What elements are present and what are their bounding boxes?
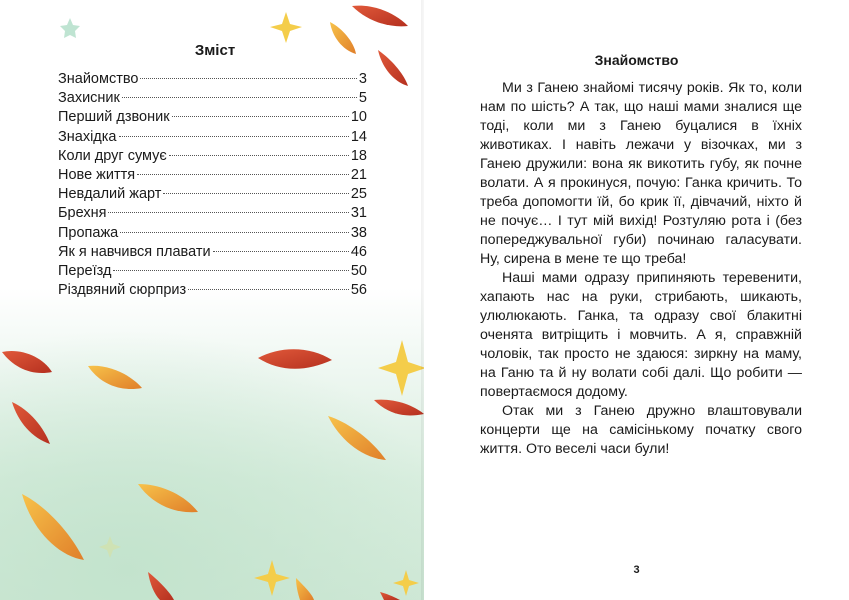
toc-entry-page: 46 [350,243,367,260]
toc-entry-name: Знахідка [58,128,117,145]
toc-leader-dots [120,232,349,233]
star-icon [393,570,419,596]
star-icon [254,560,290,596]
toc-entry[interactable] [58,204,367,223]
toc-entry-name: Переїзд [58,262,112,279]
toc-entry[interactable] [58,89,367,108]
toc-entry-page: 10 [350,109,367,126]
toc-entry-name: Перший дзвоник [58,109,170,126]
toc-entry-name: Як я навчився плавати [58,243,211,260]
toc-leader-dots [169,155,349,156]
leaf-icon [2,351,52,373]
left-page [0,0,424,600]
toc-leader-dots [137,174,349,175]
toc-leader-dots [163,193,348,194]
toc-leader-dots [172,116,349,117]
toc-entry[interactable] [58,128,367,147]
leaf-icon [88,366,142,389]
chapter-title: Знайомство [594,52,679,68]
star-icon [378,340,424,396]
toc-leader-dots [108,212,348,213]
toc-entry-page: 50 [350,262,367,279]
toc-entry-page: 3 [358,71,367,87]
toc-entry[interactable] [58,166,367,185]
toc-entry-page: 31 [350,205,367,222]
paragraph: Ми з Ганею знайомі тисячу років. Як то, коли нам по шість? А так, що наші мами зналися ще тоді, коли ми з Ганею буцалися в їхніх животиках. І навіть лежачи у візочках, ми з Ганею дружили: вона як викотить губу, як почне волати. А я прокинуся, почую: Ганка кричить. То треба допомогти їй, бо крик її, дівчачий, ніхто й не почує… І тут мій вихід! Розтуляю рота і (без попереджувальної губи) починаю галасувати. Ну, сирена в мене те що треба! [480,80,802,267]
right-page [424,0,849,600]
toc-entry-page: 18 [350,147,367,164]
paragraph: Отак ми з Ганею дружно влаштовували концерти ще на самісінькому початку свого життя. Ото веселі часи були! [480,403,802,457]
toc-entry-page: 14 [350,128,367,145]
paragraph: Наші мами одразу припиняють теревенити, хапають нас на руки, стрибають, шикають, улюлюкають. Ганка, та одразу свої блакитні оченята витріщить і мовчить. А я, справжній чоловік, так просто не здаюся: зиркну на маму, на Ганю та й ну волати собі далі. Що робити — повертаємося додому. [480,270,802,400]
toc-entry[interactable] [58,108,367,127]
toc-entry-page: 56 [350,282,367,299]
toc-entry-name: Захисник [58,90,120,107]
toc-leader-dots [213,251,349,252]
toc-title: Зміст [194,42,236,59]
toc-entry-name: Різдвяний сюрприз [58,282,187,299]
toc-entry-page: 21 [350,166,367,183]
toc-entry[interactable] [58,185,367,204]
star-icon [60,18,80,38]
toc-entry-name: Невдалий жарт [58,186,162,203]
toc-list [58,70,367,300]
toc-leader-dots [119,136,349,137]
leaf-icon [328,416,386,460]
toc-entry-name: Коли друг сумує [58,147,167,164]
toc-leader-dots [140,78,356,79]
page-number: 3 [633,564,640,576]
toc-entry-name: Брехня [58,205,107,222]
toc-entry[interactable] [58,70,367,89]
toc-entry[interactable] [58,262,367,281]
toc-entry-page: 25 [350,186,367,203]
toc-entry-page: 38 [350,224,367,241]
toc-entry[interactable] [58,147,367,166]
star-icon [99,536,121,558]
star-icon [270,12,302,43]
leaf-icon [374,400,424,416]
chapter-body [480,79,802,459]
toc-entry[interactable] [58,224,367,243]
toc-leader-dots [122,97,357,98]
toc-entry-page: 5 [358,90,367,107]
leaf-icon [380,592,400,600]
toc-entry-name: Нове життя [58,166,136,183]
toc-leader-dots [113,270,348,271]
toc-entry[interactable] [58,281,367,300]
toc-entry-name: Пропажа [58,224,119,241]
leaf-icon [138,484,198,512]
leaf-icon [296,578,314,600]
leaf-icon [258,349,332,369]
toc-leader-dots [188,289,349,290]
leaf-icon [352,6,408,27]
leaf-icon [22,494,84,560]
leaf-icon [148,572,174,600]
leaf-icon [12,402,50,444]
toc-entry-name: Знайомство [58,71,139,87]
toc-entry[interactable] [58,243,367,262]
